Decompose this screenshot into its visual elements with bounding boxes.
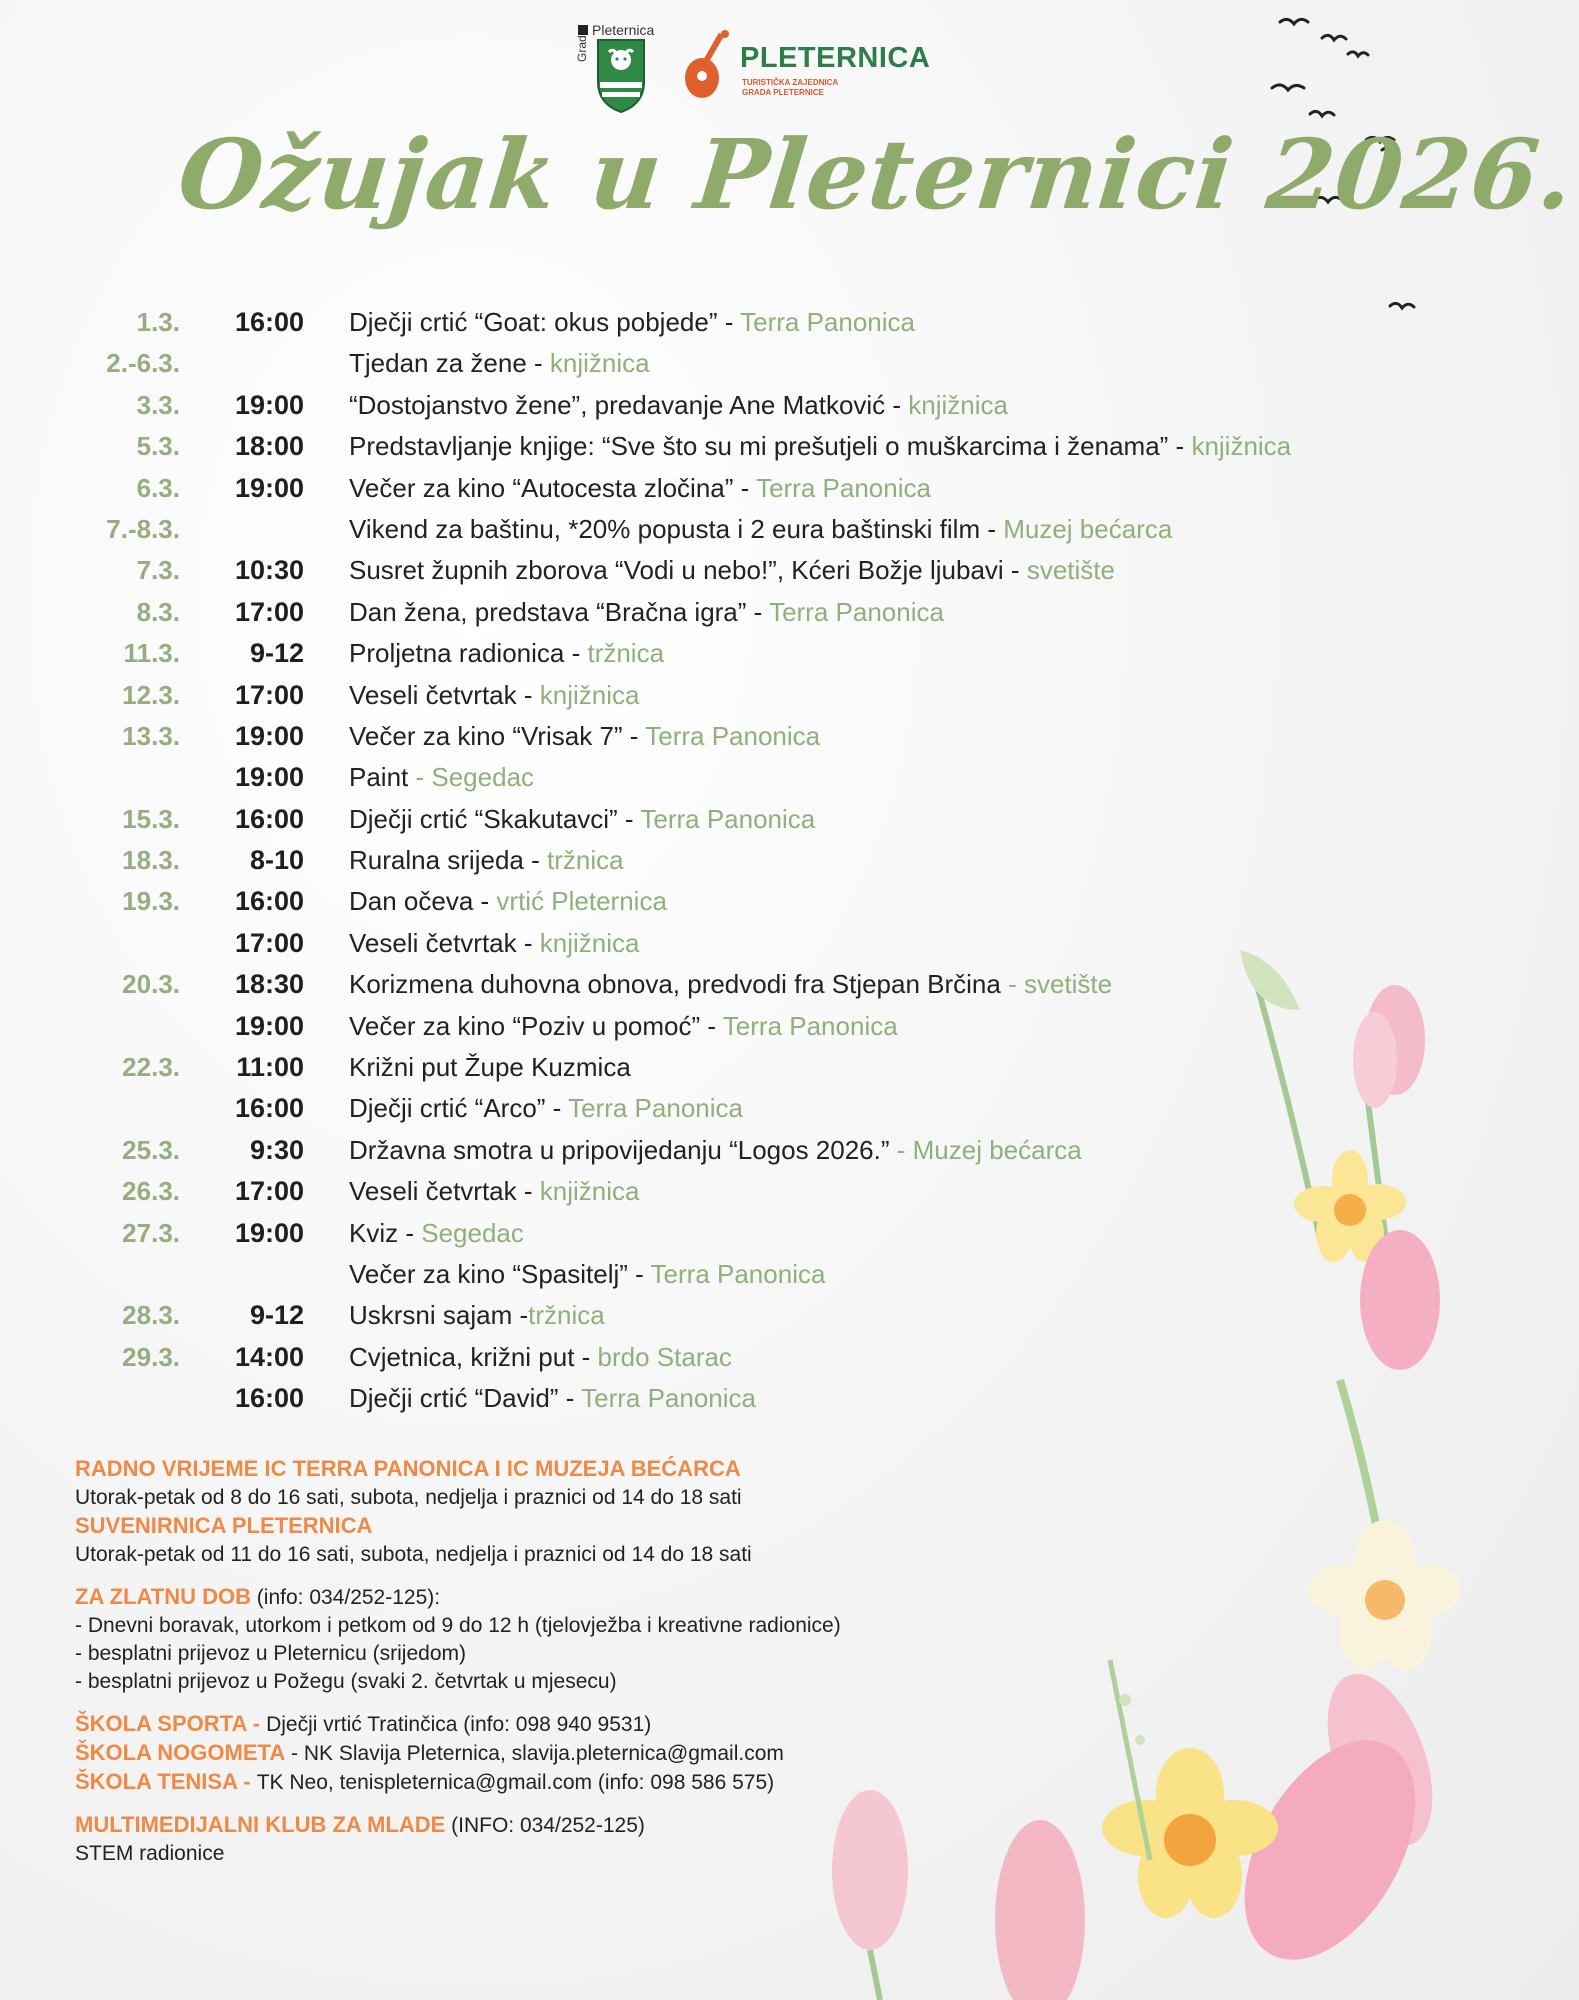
- event-title: Večer za kino “Spasitelj” -: [349, 1258, 651, 1289]
- schedule-row: [70, 964, 1340, 1005]
- tamburica-icon: [680, 26, 740, 106]
- event-venue: Segedac: [421, 1217, 524, 1248]
- event-venue: brdo Starac: [597, 1341, 732, 1372]
- event-time: 9:30: [249, 1134, 304, 1165]
- tz-pleternica-logo: [680, 26, 1020, 106]
- event-description: [349, 1006, 898, 1047]
- event-title: Večer za kino “Vrisak 7” -: [349, 720, 646, 751]
- event-description: [349, 592, 944, 633]
- event-venue: Terra Panonica: [740, 307, 916, 337]
- souvenir-heading: SUVENIRNICA PLETERNICA: [75, 1513, 373, 1538]
- event-title: Vikend za baštinu, *20% popusta i 2 eura baštinski film -: [349, 513, 1004, 544]
- golden-age-item: - Dnevni boravak, utorkom i petkom od 9 do 12 h (tjelovježba i kreativne radionice): [75, 1614, 841, 1637]
- event-title: Dan očeva -: [349, 886, 497, 917]
- youth-club-contact: (INFO: 034/252-125): [445, 1814, 645, 1837]
- event-date: 18.3.: [122, 845, 180, 876]
- event-time: 16:00: [234, 803, 304, 834]
- souvenir-text: Utorak-petak od 11 do 16 sati, subota, nedjelja i praznici od 14 do 18 sati: [75, 1543, 752, 1566]
- event-title: Dječji crtić “Skakutavci” -: [349, 803, 641, 834]
- coat-of-arms-icon: [596, 38, 646, 114]
- event-time: 16:00: [234, 1093, 304, 1124]
- event-title: Dječji crtić “David” -: [349, 1383, 582, 1414]
- schedule-row: [70, 1254, 1340, 1295]
- event-venue: Terra Panonica: [650, 1258, 826, 1289]
- hours-heading: RADNO VRIJEME IC TERRA PANONICA I IC MUZEJA BEĆARCA: [75, 1456, 741, 1481]
- event-description: [349, 633, 664, 674]
- event-title: Susret župnih zborova “Vodi u nebo!”, Kćeri Božje ljubavi -: [349, 555, 1027, 586]
- event-venue: knjižnica: [908, 389, 1008, 420]
- event-date: 7.-8.3.: [106, 513, 180, 544]
- event-time: 19:00: [234, 1010, 304, 1041]
- event-title: Veseli četvrtak -: [349, 927, 540, 958]
- schedule-row: [70, 1171, 1340, 1212]
- golden-age-heading: ZA ZLATNU DOB: [75, 1584, 251, 1609]
- event-time: 19:00: [234, 472, 304, 503]
- event-date: 15.3.: [122, 803, 180, 834]
- event-venue: Terra Panonica: [568, 1093, 743, 1124]
- event-date: 1.3.: [136, 307, 180, 337]
- event-description: [349, 1047, 631, 1088]
- event-description: [349, 1254, 825, 1295]
- event-title: Predstavljanje knjige: “Sve što su mi prešutjeli o muškarcima i ženama” -: [349, 431, 1192, 462]
- event-time: 17:00: [234, 1176, 304, 1207]
- event-title: Proljetna radionica -: [349, 638, 588, 669]
- event-time: 16:00: [234, 886, 304, 917]
- event-venue: - Muzej bećarca: [896, 1134, 1082, 1165]
- event-description: [349, 468, 931, 509]
- grad-logo-top-label: Pleternica: [592, 22, 655, 38]
- event-description: [349, 923, 639, 964]
- event-venue: Terra Panonica: [756, 472, 931, 503]
- event-description: [349, 675, 639, 716]
- event-time: 19:00: [234, 1217, 304, 1248]
- event-title: Državna smotra u pripovijedanju “Logos 2026.”: [349, 1134, 897, 1165]
- schedule-row: [70, 468, 1340, 509]
- event-date: 3.3.: [136, 389, 180, 420]
- event-date: 25.3.: [122, 1134, 180, 1165]
- golden-age-item: - besplatni prijevoz u Pleternicu (srijedom): [75, 1642, 466, 1665]
- event-description: [349, 1295, 605, 1336]
- youth-club-text: STEM radionice: [75, 1842, 225, 1865]
- schedule-row: [70, 1006, 1340, 1047]
- event-schedule: [70, 302, 1340, 1420]
- event-description: [349, 757, 534, 798]
- event-venue: knjižnica: [549, 348, 650, 379]
- event-date: 13.3.: [122, 720, 180, 751]
- grad-logo-side-label: Grad: [575, 35, 589, 62]
- schedule-row: [70, 592, 1340, 633]
- football-school-text: - NK Slavija Pleternica, slavija.pleternica@gmail.com: [285, 1742, 784, 1765]
- event-title: Tjedan za žene -: [349, 348, 550, 379]
- event-date: 22.3.: [122, 1052, 180, 1083]
- event-time: 19:00: [234, 762, 304, 793]
- tz-logo-sub-line2: GRADA PLETERNICE: [742, 88, 824, 97]
- event-description: [349, 964, 1112, 1005]
- event-venue: Terra Panonica: [581, 1383, 756, 1414]
- event-description: [349, 1378, 756, 1419]
- event-time: 17:00: [234, 927, 304, 958]
- schedule-row: [70, 1088, 1340, 1129]
- event-time: 9-12: [249, 1300, 304, 1331]
- schedule-row: [70, 799, 1340, 840]
- event-description: [349, 426, 1291, 467]
- schedule-row: [70, 302, 1340, 343]
- event-title: Veseli četvrtak -: [349, 1176, 540, 1207]
- schedule-row: [70, 633, 1340, 674]
- event-description: [349, 1171, 639, 1212]
- event-date: 19.3.: [122, 886, 180, 917]
- sport-school-text: Dječji vrtić Tratinčica (info: 098 940 9531): [266, 1713, 652, 1736]
- event-date: 26.3.: [122, 1176, 180, 1207]
- sport-school-heading: ŠKOLA SPORTA -: [75, 1711, 267, 1736]
- grad-pleternica-logo: [574, 22, 654, 114]
- schedule-row: [70, 1213, 1340, 1254]
- event-title: Veseli četvrtak -: [349, 679, 540, 710]
- event-venue: - svetište: [1008, 969, 1113, 1000]
- event-time: 16:00: [234, 1383, 304, 1414]
- schedule-row: [70, 1378, 1340, 1419]
- event-date: 5.3.: [136, 431, 180, 462]
- event-date: 28.3.: [122, 1300, 180, 1331]
- schedule-row: [70, 881, 1340, 922]
- event-time: 9-12: [249, 638, 304, 669]
- event-venue: Muzej bećarca: [1003, 513, 1173, 544]
- schedule-row: [70, 923, 1340, 964]
- event-venue: knjižnica: [539, 679, 640, 710]
- event-description: [349, 1213, 524, 1254]
- tennis-school-heading: ŠKOLA TENISA -: [75, 1769, 257, 1794]
- event-date: 6.3.: [136, 472, 180, 503]
- event-venue: - Segedac: [415, 762, 535, 793]
- schedule-row: [70, 716, 1340, 757]
- event-title: Križni put Župe Kuzmica: [349, 1052, 631, 1083]
- youth-club-heading: MULTIMEDIJALNI KLUB ZA MLADE: [75, 1812, 446, 1837]
- event-venue: knjižnica: [539, 927, 640, 958]
- event-title: Uskrsni sajam -: [349, 1300, 529, 1331]
- golden-age-contact: (info: 034/252-125):: [250, 1586, 441, 1609]
- event-time: 18:30: [234, 969, 304, 1000]
- event-date: 12.3.: [122, 679, 180, 710]
- schedule-row: [70, 550, 1340, 591]
- football-school-heading: ŠKOLA NOGOMETA: [75, 1740, 286, 1765]
- tz-logo-sub-line1: TURISTIČKA ZAJEDNICA: [742, 78, 839, 87]
- event-time: 10:30: [234, 555, 304, 586]
- event-time: 19:00: [234, 720, 304, 751]
- tz-logo-name: PLETERNICA: [740, 42, 931, 74]
- event-date: 2.-6.3.: [106, 348, 180, 379]
- event-venue: Terra Panonica: [645, 720, 821, 751]
- schedule-row: [70, 385, 1340, 426]
- event-description: [349, 840, 624, 881]
- event-venue: svetište: [1026, 555, 1115, 586]
- event-description: [349, 343, 650, 384]
- event-title: “Dostojanstvo žene”, predavanje Ane Matković -: [349, 389, 909, 420]
- event-time: 11:00: [236, 1052, 304, 1083]
- event-time: 19:00: [234, 389, 304, 420]
- info-section: [75, 1455, 975, 1868]
- event-title: Večer za kino “Poziv u pomoć” -: [349, 1010, 723, 1041]
- event-date: 11.3.: [123, 638, 180, 669]
- event-title: Dan žena, predstava “Bračna igra” -: [349, 596, 770, 627]
- event-venue: tržnica: [528, 1300, 605, 1331]
- schedule-row: [70, 675, 1340, 716]
- tz-logo-subtitle: [742, 78, 838, 98]
- event-description: [349, 1337, 732, 1378]
- schedule-row: [70, 343, 1340, 384]
- event-venue: tržnica: [546, 845, 624, 876]
- event-title: Korizmena duhovna obnova, predvodi fra Stjepan Brčina: [349, 969, 1009, 1000]
- event-time: 8-10: [249, 845, 304, 876]
- event-time: 14:00: [234, 1341, 304, 1372]
- event-venue: tržnica: [587, 638, 665, 669]
- event-title: Dječji crtić “Goat: okus pobjede” -: [349, 307, 741, 337]
- schedule-row: [70, 1130, 1340, 1171]
- schedule-row: [70, 426, 1340, 467]
- event-description: [349, 302, 915, 343]
- event-description: [349, 716, 820, 757]
- event-description: [349, 385, 1008, 426]
- event-description: [349, 881, 667, 922]
- event-date: 29.3.: [122, 1341, 180, 1372]
- event-venue: knjižnica: [1191, 431, 1292, 462]
- schedule-row: [70, 840, 1340, 881]
- logo-square: [578, 25, 588, 35]
- schedule-row: [70, 1337, 1340, 1378]
- event-title: Kviz -: [349, 1217, 422, 1248]
- event-time: 18:00: [234, 431, 304, 462]
- hours-text: Utorak-petak od 8 do 16 sati, subota, nedjelja i praznici od 14 do 18 sati: [75, 1486, 742, 1509]
- event-venue: Terra Panonica: [640, 803, 816, 834]
- event-venue: Terra Panonica: [722, 1010, 898, 1041]
- event-venue: knjižnica: [539, 1176, 640, 1207]
- event-time: 17:00: [234, 596, 304, 627]
- event-description: [349, 1130, 1082, 1171]
- event-description: [349, 509, 1172, 550]
- schedule-row: [70, 1047, 1340, 1088]
- schedule-row: [70, 757, 1340, 798]
- event-date: 27.3.: [122, 1217, 180, 1248]
- event-venue: Terra Panonica: [769, 596, 944, 627]
- schedule-row: [70, 1295, 1340, 1336]
- event-title: Paint: [349, 762, 416, 793]
- event-title: Cvjetnica, križni put -: [349, 1341, 598, 1372]
- event-title: Večer za kino “Autocesta zločina” -: [349, 472, 757, 503]
- schedule-row: [70, 509, 1340, 550]
- event-time: 17:00: [234, 679, 304, 710]
- event-title: Dječji crtić “Arco” -: [349, 1093, 569, 1124]
- page-title: Ožujak u Pleternici 2026.: [173, 118, 1579, 231]
- event-description: [349, 1088, 743, 1129]
- event-time: 16:00: [234, 307, 304, 337]
- header-logos: [574, 22, 1014, 112]
- event-venue: vrtić Pleternica: [496, 886, 667, 917]
- golden-age-item: - besplatni prijevoz u Požegu (svaki 2. četvrtak u mjesecu): [75, 1670, 617, 1693]
- event-title: Ruralna srijeda -: [349, 845, 547, 876]
- event-date: 7.3.: [136, 555, 180, 586]
- event-description: [349, 550, 1115, 591]
- event-date: 8.3.: [136, 596, 180, 627]
- tennis-school-text: TK Neo, tenispleternica@gmail.com (info: 098 586 575): [256, 1771, 775, 1794]
- event-description: [349, 799, 815, 840]
- event-date: 20.3.: [122, 969, 180, 1000]
